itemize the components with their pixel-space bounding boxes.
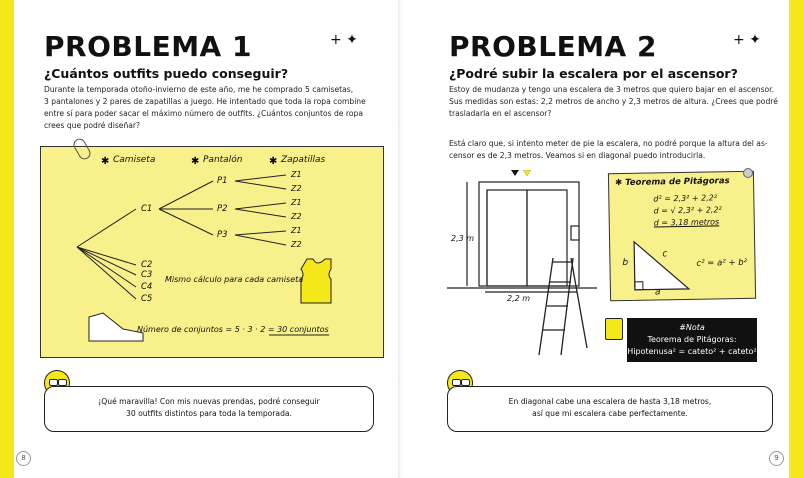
bubble-line: 30 outfits distintos para toda la temporada. — [126, 409, 292, 418]
header-pantalon: Pantalón — [203, 155, 243, 165]
problem-2-paragraph — [449, 84, 779, 120]
problem-1-title: PROBLEMA 1 — [44, 30, 252, 63]
node-z2: Z2 — [291, 212, 302, 221]
paragraph-line: entre sí para poder sacar el máximo número de outfits. ¿Cuántos conjuntos de ropa — [44, 109, 363, 118]
same-calc-note: Mismo cálculo para cada camiseta — [165, 275, 304, 284]
right-speech-bubble — [447, 386, 773, 432]
sparkle-icon: + ✦ — [330, 32, 358, 48]
step-line: d = 3,18 metros — [653, 217, 720, 228]
problem-2-subtitle: ¿Podré subir la escalera por el ascensor? — [449, 66, 738, 81]
triangle-diagram — [609, 172, 757, 303]
elevator-illustration — [427, 170, 617, 360]
left-page — [0, 0, 400, 478]
nota-box — [627, 318, 757, 362]
problem-1-paragraph — [44, 84, 384, 132]
paragraph-line: Sus medidas son estas: 2,2 metros de ancho y 2,3 metros de altura. ¿Crees que podré — [449, 97, 778, 106]
star-icon: ✱ — [101, 156, 110, 167]
node-z2: Z2 — [291, 240, 302, 249]
tank-top-icon — [301, 259, 331, 303]
elevator-height-label: 2,3 m — [451, 234, 475, 243]
left-speech-bubble — [44, 386, 374, 432]
arrow-up-icon — [511, 170, 519, 176]
node-c2: C2 — [141, 260, 153, 270]
arrow-down-icon — [523, 170, 531, 176]
nota-line: Teorema de Pitágoras: — [647, 335, 737, 344]
pythagoras-card — [608, 171, 756, 302]
node-c3: C3 — [141, 270, 153, 280]
nota-tag: #Nota — [679, 323, 705, 332]
pythagoras-title-text: Teorema de Pitágoras — [625, 176, 730, 188]
node-p1: P1 — [217, 176, 228, 186]
pushpin-icon — [743, 168, 753, 178]
nota-line: Hipotenusa² = cateto² + cateto² — [627, 347, 757, 356]
page-number: 9 — [769, 451, 784, 466]
sneaker-icon — [89, 313, 143, 341]
paragraph-line: Durante la temporada otoño-invierno de este año, me he comprado 5 camisetas, — [44, 85, 354, 94]
paragraph-line: censor es de 2,3 metros. Veamos si en diagonal puedo introducirla. — [449, 151, 706, 160]
header-camiseta: Camiseta — [113, 155, 156, 165]
side-b-label: b — [622, 257, 629, 269]
node-z2: Z2 — [291, 184, 302, 193]
node-z1: Z1 — [291, 226, 302, 235]
document-note-icon — [605, 318, 623, 340]
node-p3: P3 — [217, 230, 228, 240]
node-z1: Z1 — [291, 198, 302, 207]
paragraph-line: crees que podré diseñar? — [44, 121, 141, 130]
elevator-width-label: 2,2 m — [507, 294, 531, 303]
page-number: 8 — [16, 451, 31, 466]
paragraph-line: 3 pantalones y 2 pares de zapatillas a juego. He intentado que toda la ropa combine — [44, 97, 366, 106]
star-icon: ✱ — [191, 156, 200, 167]
tree-diagram-card — [40, 146, 384, 358]
bubble-line: En diagonal cabe una escalera de hasta 3,18 metros, — [508, 397, 712, 406]
side-a-label: a — [654, 287, 661, 298]
bubble-line: así que mi escalera cabe perfectamente. — [532, 409, 688, 418]
paragraph-line: Está claro que, si intento meter de pie la escalera, no podré porque la altura del as- — [449, 139, 768, 148]
bubble-line: ¡Qué maravilla! Con mis nuevas prendas, podré conseguir — [98, 397, 320, 406]
node-z1: Z1 — [291, 170, 302, 179]
star-icon: ✱ — [614, 177, 626, 189]
pythagoras-formula: c² = a² + b² — [696, 257, 748, 269]
step-line: d = √ 2,3² + 2,2² — [653, 205, 722, 216]
node-c4: C4 — [141, 282, 153, 292]
problem-2-title: PROBLEMA 2 — [449, 30, 657, 63]
paragraph-line: trasladarla en el ascensor? — [449, 109, 552, 118]
node-c1: C1 — [141, 204, 153, 214]
sparkle-icon: + ✦ — [733, 32, 761, 48]
problem-1-subtitle: ¿Cuántos outfits puedo conseguir? — [44, 66, 289, 81]
node-p2: P2 — [217, 204, 228, 214]
paragraph-line: Estoy de mudanza y tengo una escalera de 3 metros que quiero bajar en el ascensor. — [449, 85, 775, 94]
node-c5: C5 — [141, 294, 153, 304]
star-icon: ✱ — [269, 156, 278, 167]
step-line: d² = 2,3² + 2,2² — [653, 193, 718, 204]
side-c-label: c — [662, 249, 668, 260]
header-zapatillas: Zapatillas — [281, 155, 326, 165]
problem-2-paragraph-2 — [449, 138, 779, 162]
right-page — [403, 0, 803, 478]
combinations-formula: Número de conjuntos = 5 · 3 · 2 = 30 conjuntos — [137, 325, 329, 334]
